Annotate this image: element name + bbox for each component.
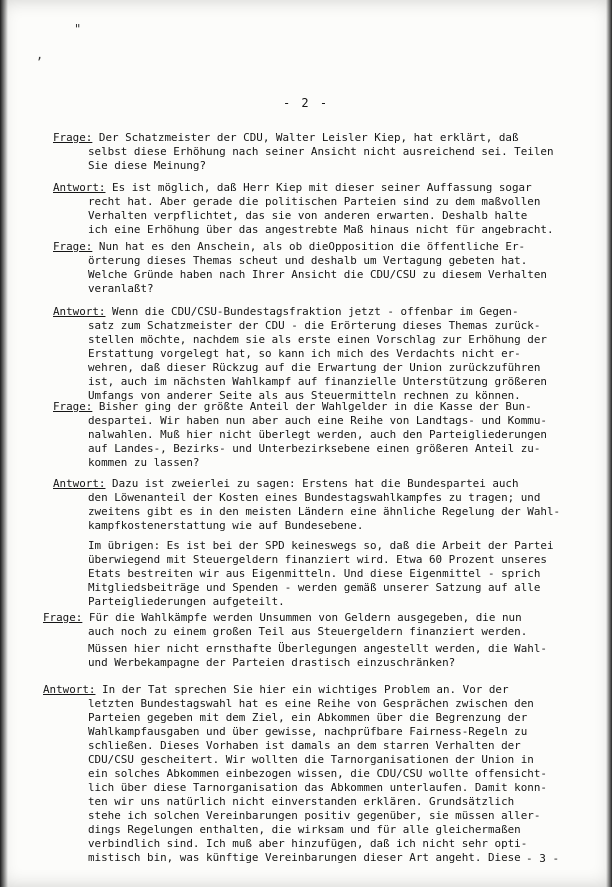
question-label: Frage:: [53, 400, 93, 413]
text-line: zweitens gibt es in den meisten Ländern eine ähnliche Regelung der Wahl-: [88, 505, 561, 518]
text-line: kommen zu lassen?: [88, 456, 200, 469]
page-number: - 2 -: [282, 96, 330, 110]
question-block: [53, 400, 547, 470]
paragraph-block: [88, 642, 547, 670]
question-block: [53, 131, 554, 173]
text-line: recht hat. Aber gerade die politischen Parteien sind zu dem maßvollen: [88, 195, 541, 208]
text-line: stellen möchte, nachdem sie als erste einen Vorschlag zur Erhöhung der: [88, 333, 547, 346]
text-line: ich eine Erhöhung über das angestrebte Maß hinaus nicht für angebracht.: [88, 223, 554, 236]
text-line: Sie diese Meinung?: [88, 159, 207, 172]
text-line: ten wir uns natürlich nicht einverstanden erklären. Grundsätzlich: [88, 795, 515, 808]
text-line: verbindlich sind. Ich muß aber hinzufügen, daß ich nicht sehr opti-: [88, 837, 528, 850]
text-line: despartei. Wir haben nun aber auch eine Reihe von Landtags- und Kommu-: [88, 414, 547, 427]
text-line: CDU/CSU gescheitert. Wir wollten die Tarnorganisationen der Union in: [88, 753, 534, 766]
text-line: örterung dieses Themas scheut und deshalb um Vertagung gebeten hat.: [88, 254, 528, 267]
answer-block: [43, 683, 547, 865]
text-line: [53, 131, 554, 145]
answer-label: Antwort:: [53, 181, 106, 194]
text-line: auf Landes-, Bezirks- und Unterbezirksebene einen größeren Anteil zu-: [88, 442, 541, 455]
text-line: [53, 477, 560, 491]
text-line: Umfangs von anderer Seite als aus Steuermitteln rechnen zu können.: [88, 389, 521, 402]
line-text: Bisher ging der größte Anteil der Wahlgelder in die Kasse der Bun-: [92, 400, 532, 413]
question-block: [43, 611, 527, 639]
line-text: Nun hat es den Anschein, als ob dieOpposition die öffentliche Er-: [92, 240, 526, 253]
text-line: [53, 305, 547, 319]
question-block: [53, 240, 547, 296]
text-line: nalwahlen. Muß hier nicht überlegt werden, auch den Parteigliederungen: [88, 428, 547, 441]
answer-label: Antwort:: [53, 477, 106, 490]
text-line: [43, 611, 527, 625]
text-line: den Löwenanteil der Kosten eines Bundestagswahlkampfes zu tragen; und: [88, 491, 541, 504]
answer-label: Antwort:: [43, 683, 96, 696]
text-line: stehe ich solchen Vereinbarungen positiv gegenüber, sie müssen aller-: [88, 809, 541, 822]
line-text: Es ist möglich, daß Herr Kiep mit dieser seiner Auffassung sogar: [105, 181, 532, 194]
text-line: Verhalten verpflichtet, das sie von anderen erwarten. Deshalb halte: [88, 209, 528, 222]
text-line: letzten Bundestagswahl hat es eine Reihe von Gesprächen zwischen den: [88, 697, 534, 710]
text-line: Welche Gründe haben nach Ihrer Ansicht die CDU/CSU zu diesem Verhalten: [88, 268, 547, 281]
line-text: In der Tat sprechen Sie hier ein wichtiges Problem an. Vor der: [95, 683, 509, 696]
text-line: [43, 683, 547, 697]
text-line: dings Regelungen enthalten, die wirksam und für alle gleichermaßen: [88, 823, 521, 836]
text-line: mistisch bin, was künftige Vereinbarungen dieser Art angeht. Diese: [88, 851, 521, 864]
text-line: und Werbekampagne der Parteien drastisch einzuschränken?: [88, 656, 456, 669]
line-text: Der Schatzmeister der CDU, Walter Leisler Kiep, hat erklärt, daß: [92, 131, 519, 144]
paragraph-block: [88, 539, 554, 609]
text-line: veranlaßt?: [88, 282, 154, 295]
line-text: Für die Wahlkämpfe werden Unsummen von Geldern ausgegeben, die nun: [82, 611, 522, 624]
text-line: Wahlkampfausgaben und über gewisse, nachprüfbare Fairness-Regeln zu: [88, 725, 528, 738]
text-line: Erstattung vorgelegt hat, so kann ich mich des Verdachts nicht er-: [88, 347, 521, 360]
answer-label: Antwort:: [53, 305, 106, 318]
scan-mark: ,: [36, 48, 44, 62]
line-text: Dazu ist zweierlei zu sagen: Erstens hat die Bundespartei auch: [105, 477, 519, 490]
line-text: Wenn die CDU/CSU-Bundestagsfraktion jetzt - offenbar im Gegen-: [105, 305, 519, 318]
answer-block: [53, 305, 547, 403]
scan-mark: ": [74, 22, 82, 36]
question-label: Frage:: [53, 131, 93, 144]
text-line: überwiegend mit Steuergeldern finanziert wird. Etwa 60 Prozent unseres: [88, 553, 547, 566]
text-line: ist, auch im nächsten Wahlkampf auf finanzielle Unterstützung größeren: [88, 375, 547, 388]
text-line: Parteien gegeben mit dem Ziel, ein Abkommen über die Begrenzung der: [88, 711, 528, 724]
answer-block: [53, 181, 554, 237]
text-line: schließen. Dieses Vorhaben ist damals an dem starren Verhalten der: [88, 739, 521, 752]
text-line: kampfkostenerstattung wie auf Bundesebene.: [88, 519, 364, 532]
text-line: auch noch zu einem großen Teil aus Steuergeldern finanziert werden.: [88, 625, 528, 638]
text-line: selbst diese Erhöhung nach seiner Ansicht nicht ausreichend sei. Teilen: [88, 145, 554, 158]
text-line: wehren, daß dieser Rückzug auf die Erwartung der Union zurückzuführen: [88, 361, 541, 374]
question-label: Frage:: [43, 611, 83, 624]
text-line: Etats bestreiten wir aus Eigenmitteln. Und diese Eigenmittel - sprich: [88, 567, 541, 580]
question-label: Frage:: [53, 240, 93, 253]
scan-edge-right: [606, 0, 612, 887]
text-line: Im übrigen: Es ist bei der SPD keineswegs so, daß die Arbeit der Partei: [88, 539, 554, 552]
text-line: Parteigliederungen aufgeteilt.: [88, 595, 285, 608]
answer-block: [53, 477, 560, 533]
text-line: ein solches Abkommen einbezogen wissen, die CDU/CSU wollte offensicht-: [88, 767, 547, 780]
text-line: lich über diese Tarnorganisation das Abkommen unterlaufen. Damit konn-: [88, 781, 547, 794]
continuation-page-number: - 3 -: [526, 852, 560, 865]
text-line: [53, 181, 554, 195]
text-line: [53, 240, 547, 254]
scan-edge-left: [0, 0, 8, 887]
text-line: [53, 400, 547, 414]
text-line: satz zum Schatzmeister der CDU - die Erörterung dieses Themas zurück-: [88, 319, 541, 332]
text-line: Müssen hier nicht ernsthafte Überlegungen angestellt werden, die Wahl-: [88, 642, 547, 655]
text-line: Mitgliedsbeiträge und Spenden - werden gemäß unserer Satzung auf alle: [88, 581, 541, 594]
